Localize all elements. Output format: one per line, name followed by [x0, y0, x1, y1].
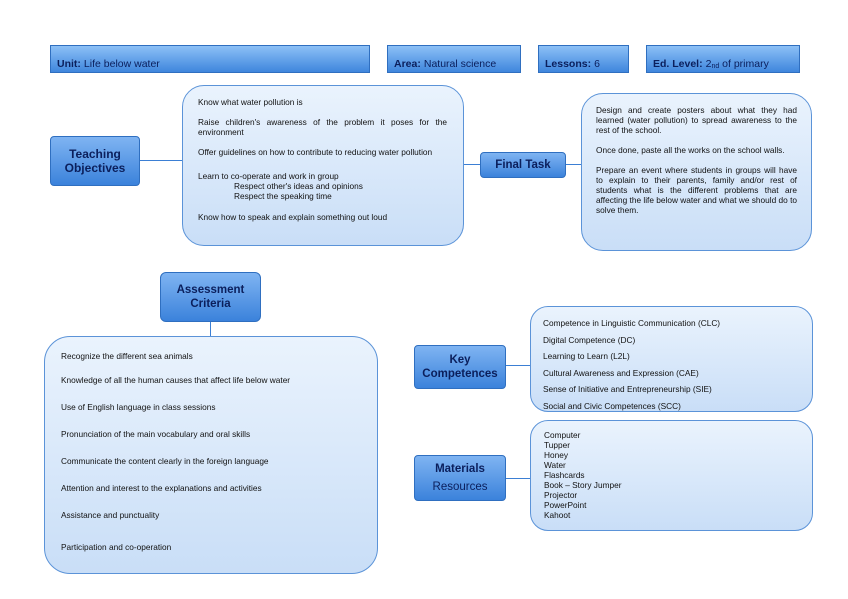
material-item: PowerPoint: [544, 500, 587, 510]
final-task-title: Final Task: [495, 159, 551, 171]
materials-resources-tag: [414, 455, 506, 501]
material-item: Flashcards: [544, 470, 585, 480]
material-item: Computer: [544, 430, 581, 440]
criteria-item: Attention and interest to the explanations and activities: [61, 483, 262, 493]
unit-label: Unit:: [57, 58, 81, 70]
assessment-title-2: Criteria: [190, 298, 231, 310]
teaching-objectives-tag: [50, 136, 140, 186]
unit-value: Life below water: [83, 58, 160, 70]
material-item: Kahoot: [544, 510, 571, 520]
level-label: Ed. Level:: [653, 58, 703, 70]
competence-item: Cultural Awareness and Expression (CAE): [543, 367, 699, 378]
connector-assessment: [210, 322, 211, 336]
competence-item: Social and Civic Competences (SCC): [543, 400, 681, 411]
objective-item: Learn to co-operate and work in group: [198, 171, 339, 181]
connector-competences: [506, 365, 530, 366]
objective-item: Offer guidelines on how to contribute to reducing water pollution: [198, 147, 433, 157]
final-task-paragraph: Once done, paste all the works on the school walls.: [596, 145, 785, 155]
lessons-label: Lessons:: [545, 58, 592, 70]
criteria-item: Use of English language in class sessions: [61, 402, 216, 412]
lessons-header: [538, 45, 629, 73]
teaching-objectives-title-2: Objectives: [64, 161, 126, 175]
objective-subitem: Respect other's ideas and opinions: [234, 181, 363, 191]
competence-item: Digital Competence (DC): [543, 334, 636, 345]
key-competences-tag: [414, 345, 506, 389]
material-item: Honey: [544, 450, 568, 460]
level-suffix: nd: [711, 63, 720, 70]
competence-item: Learning to Learn (L2L): [543, 351, 630, 361]
criteria-item: Knowledge of all the human causes that affect life below water: [61, 375, 291, 385]
final-task-paragraph: Prepare an event where students in groups will have to explain to their parents, family and/or rest of students what is the different problems that are affecting the life below water and what we should do to solve them.: [596, 165, 797, 215]
unit-header: [50, 45, 370, 73]
resources-title: Resources: [432, 481, 488, 493]
competences-title-2: Competences: [422, 368, 498, 380]
competence-item: Competence in Linguistic Communication (CLC): [543, 318, 721, 328]
level-tail: of primary: [722, 58, 769, 70]
materials-title: Materials: [435, 463, 485, 475]
final-task-tag: [480, 152, 566, 178]
criteria-item: Pronunciation of the main vocabulary and oral skills: [61, 429, 251, 439]
final-task-box: [581, 93, 812, 251]
material-item: Book – Story Jumper: [544, 480, 622, 490]
level-header: [646, 45, 800, 73]
connector-objectives: [140, 160, 182, 161]
criteria-item: Assistance and punctuality: [61, 510, 160, 520]
criteria-item: Participation and co-operation: [61, 542, 172, 552]
competence-item: Sense of Initiative and Entrepreneurship (SIE): [543, 384, 712, 394]
objective-subitem: Respect the speaking time: [234, 191, 332, 201]
competences-title-1: Key: [449, 354, 471, 366]
assessment-criteria-box: [44, 336, 378, 574]
objective-item: Raise children's awareness of the problem it poses for the environment: [198, 117, 447, 137]
lessons-value: 6: [594, 58, 600, 70]
level-value: 2: [705, 58, 712, 70]
objective-item: Know what water pollution is: [198, 97, 303, 107]
teaching-objectives-title-1: Teaching: [69, 147, 121, 161]
assessment-criteria-tag: [160, 272, 261, 322]
criteria-item: Recognize the different sea animals: [61, 351, 193, 361]
teaching-objectives-box: [182, 85, 464, 246]
criteria-item: Communicate the content clearly in the foreign language: [61, 456, 269, 466]
assessment-title-1: Assessment: [176, 284, 245, 296]
area-label: Area:: [394, 58, 421, 70]
objective-item: Know how to speak and explain something out loud: [198, 212, 388, 222]
materials-box: [530, 420, 813, 531]
key-competences-box: [530, 306, 813, 412]
connector-materials: [506, 478, 530, 479]
material-item: Projector: [544, 490, 578, 500]
area-value: Natural science: [423, 58, 497, 70]
material-item: Tupper: [544, 440, 570, 450]
area-header: [387, 45, 521, 73]
final-task-paragraph: Design and create posters about what they had learned (water pollution) to spread awareness to the rest of the school.: [596, 105, 797, 135]
material-item: Water: [544, 460, 566, 470]
